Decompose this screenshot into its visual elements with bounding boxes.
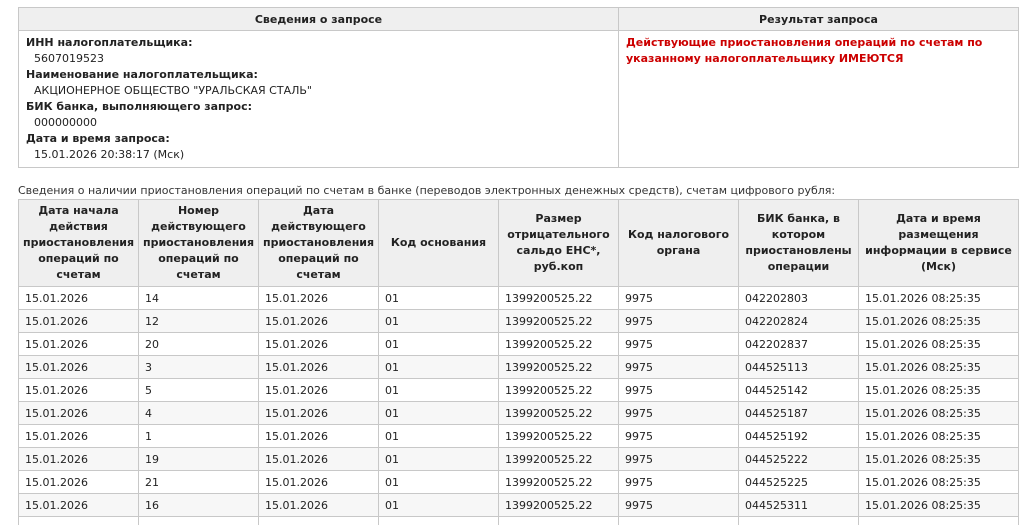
table-cell — [499, 517, 619, 525]
table-cell — [619, 517, 739, 525]
table-cell: 16 — [139, 494, 259, 517]
table-cell: 1399200525.22 — [499, 425, 619, 448]
table-cell: 9975 — [619, 356, 739, 379]
table-cell: 15.01.2026 08:25:35 — [859, 471, 1019, 494]
request-info-cell — [19, 31, 619, 168]
table-cell: 15.01.2026 — [19, 310, 139, 333]
taxpayer-name-label: Наименование налогоплательщика: — [26, 68, 258, 81]
table-cell: 1399200525.22 — [499, 287, 619, 310]
table-row — [19, 402, 1019, 425]
result-text: Действующие приостановления операций по счетам по указанному налогоплательщику ИМЕЮТСЯ — [626, 36, 983, 65]
table-row — [19, 448, 1019, 471]
table-cell: 044525142 — [739, 379, 859, 402]
column-header: Размер отрицательного сальдо ЕНС*, руб.коп — [499, 200, 619, 287]
table-row — [19, 471, 1019, 494]
table-cell: 01 — [379, 356, 499, 379]
table-cell: 044525225 — [739, 471, 859, 494]
table-cell: 19 — [139, 448, 259, 471]
table-cell: 15.01.2026 — [259, 356, 379, 379]
table-cell: 01 — [379, 379, 499, 402]
table-cell: 12 — [139, 310, 259, 333]
table-row — [19, 425, 1019, 448]
table-cell: 1399200525.22 — [499, 356, 619, 379]
taxpayer-name-value: АКЦИОНЕРНОЕ ОБЩЕСТВО "УРАЛЬСКАЯ СТАЛЬ" — [34, 84, 312, 97]
table-row — [19, 356, 1019, 379]
table-cell: 15.01.2026 — [19, 471, 139, 494]
table-header-row — [19, 200, 1019, 287]
table-cell: 14 — [139, 287, 259, 310]
table-cell: 9975 — [619, 287, 739, 310]
bik-value: 000000000 — [34, 116, 97, 129]
table-cell: 15.01.2026 — [259, 379, 379, 402]
table-cell: 01 — [379, 471, 499, 494]
table-cell: 1399200525.22 — [499, 471, 619, 494]
column-header: Код налогового органа — [619, 200, 739, 287]
table-cell: 044525311 — [739, 494, 859, 517]
table-cell — [859, 517, 1019, 525]
table-cell: 15.01.2026 — [259, 402, 379, 425]
table-cell: 15.01.2026 — [19, 494, 139, 517]
table-cell: 1399200525.22 — [499, 333, 619, 356]
table-cell: 15.01.2026 08:25:35 — [859, 448, 1019, 471]
result-cell — [619, 31, 1019, 168]
table-cell: 9975 — [619, 379, 739, 402]
table-cell: 01 — [379, 425, 499, 448]
table-cell: 01 — [379, 402, 499, 425]
table-cell: 21 — [139, 471, 259, 494]
table-cell: 15.01.2026 08:25:35 — [859, 333, 1019, 356]
table-cell: 15.01.2026 08:25:35 — [859, 356, 1019, 379]
request-datetime-value: 15.01.2026 20:38:17 (Мск) — [34, 148, 185, 161]
column-header: БИК банка, в котором приостановлены операции — [739, 200, 859, 287]
table-cell: 042202837 — [739, 333, 859, 356]
table-cell: 044525187 — [739, 402, 859, 425]
table-cell: 042202803 — [739, 287, 859, 310]
table-row — [19, 379, 1019, 402]
inn-label: ИНН налогоплательщика: — [26, 36, 193, 49]
table-cell: 15.01.2026 — [19, 425, 139, 448]
table-cell: 044525222 — [739, 448, 859, 471]
table-cell: 3 — [139, 356, 259, 379]
table-cell: 1399200525.22 — [499, 402, 619, 425]
table-body — [19, 287, 1019, 525]
table-cell: 15.01.2026 — [259, 448, 379, 471]
table-cell: 15.01.2026 — [19, 402, 139, 425]
table-cell: 15.01.2026 — [259, 471, 379, 494]
suspensions-caption: Сведения о наличии приостановления операций по счетам в банке (переводов электронных денежных средств), счетам цифрового рубля: — [18, 184, 836, 197]
table-cell: 5 — [139, 379, 259, 402]
table-cell — [379, 517, 499, 525]
table-cell: 042202824 — [739, 310, 859, 333]
table-cell — [259, 517, 379, 525]
table-cell: 9975 — [619, 471, 739, 494]
table-cell: 15.01.2026 — [259, 333, 379, 356]
column-header: Код основания — [379, 200, 499, 287]
table-cell: 9975 — [619, 425, 739, 448]
table-row — [19, 494, 1019, 517]
table-cell — [739, 517, 859, 525]
table-cell: 15.01.2026 — [19, 448, 139, 471]
request-info-header: Сведения о запросе — [19, 8, 619, 31]
bik-label: БИК банка, выполняющего запрос: — [26, 100, 253, 113]
table-cell: 1399200525.22 — [499, 379, 619, 402]
column-header: Номер действующего приостановления операций по счетам — [139, 200, 259, 287]
table-cell: 01 — [379, 287, 499, 310]
suspensions-table — [18, 199, 1019, 525]
table-cell: 9975 — [619, 310, 739, 333]
table-cell: 15.01.2026 — [259, 310, 379, 333]
table-cell: 15.01.2026 — [19, 356, 139, 379]
table-cell: 01 — [379, 333, 499, 356]
table-cell: 15.01.2026 — [259, 287, 379, 310]
table-cell: 15.01.2026 08:25:35 — [859, 287, 1019, 310]
request-info-table — [18, 7, 1019, 168]
request-datetime-label: Дата и время запроса: — [26, 132, 170, 145]
column-header: Дата начала действия приостановления операций по счетам — [19, 200, 139, 287]
table-cell: 15.01.2026 08:25:35 — [859, 494, 1019, 517]
table-cell: 9975 — [619, 333, 739, 356]
table-cell: 15.01.2026 — [259, 494, 379, 517]
table-cell: 1399200525.22 — [499, 448, 619, 471]
table-cell: 4 — [139, 402, 259, 425]
table-cell: 15.01.2026 08:25:35 — [859, 425, 1019, 448]
table-cell: 1399200525.22 — [499, 494, 619, 517]
column-header: Дата действующего приостановления операций по счетам — [259, 200, 379, 287]
table-row — [19, 310, 1019, 333]
table-cell: 9975 — [619, 494, 739, 517]
table-cell: 15.01.2026 — [19, 379, 139, 402]
table-cell: 01 — [379, 494, 499, 517]
table-row — [19, 287, 1019, 310]
table-cell: 15.01.2026 08:25:35 — [859, 402, 1019, 425]
table-cell: 20 — [139, 333, 259, 356]
table-cell: 1399200525.22 — [499, 310, 619, 333]
inn-value: 5607019523 — [34, 52, 104, 65]
table-cell — [139, 517, 259, 525]
table-cell: 01 — [379, 310, 499, 333]
table-cell: 01 — [379, 448, 499, 471]
table-row — [19, 333, 1019, 356]
table-cell: 9975 — [619, 448, 739, 471]
table-cell: 15.01.2026 — [19, 333, 139, 356]
table-cell: 15.01.2026 08:25:35 — [859, 379, 1019, 402]
table-cell: 044525113 — [739, 356, 859, 379]
table-cell: 044525192 — [739, 425, 859, 448]
column-header: Дата и время размещения информации в сервисе (Мск) — [859, 200, 1019, 287]
table-cell: 9975 — [619, 402, 739, 425]
table-row — [19, 517, 1019, 525]
table-cell — [19, 517, 139, 525]
table-cell: 15.01.2026 — [19, 287, 139, 310]
table-cell: 15.01.2026 08:25:35 — [859, 310, 1019, 333]
result-header: Результат запроса — [619, 8, 1019, 31]
table-cell: 15.01.2026 — [259, 425, 379, 448]
table-cell: 1 — [139, 425, 259, 448]
